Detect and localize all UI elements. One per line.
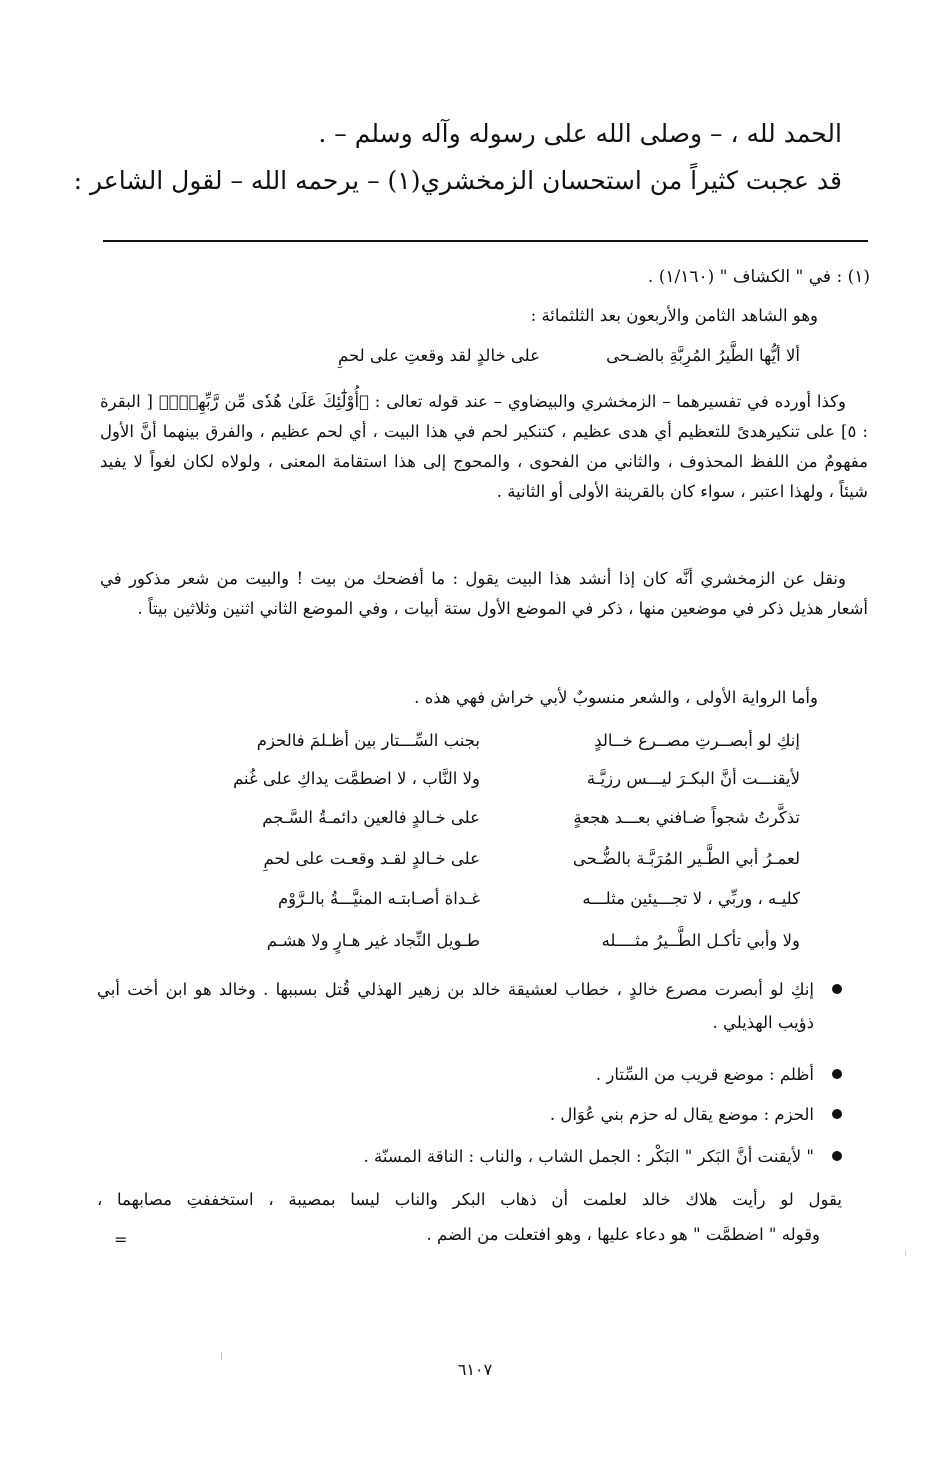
- main-text-line-2: قد عجبت كثيراً من استحسان الزمخشري(١) – يرحمه الله – لقول الشاعر :: [73, 166, 842, 195]
- bullet-text: أظلم : موضع قريب من السِّتار .: [595, 1065, 814, 1084]
- page-number: ٦١٠٧: [457, 1360, 493, 1379]
- footnote-paragraph-1: [100, 387, 868, 557]
- poem-verse: [160, 731, 800, 763]
- poem-verse: [160, 931, 800, 963]
- footnote-reference: (١) : في " الكشاف " (١/١٦٠) .: [647, 267, 870, 287]
- verse-hemistich: لعمـرُ أبي الطَّـير المُرَبَّـة بالضُّـحى: [572, 849, 800, 868]
- bullet-text: إنكِ لو أبصرت مصرع خالدٍ ، خطاب لعشيقة خالد بن زهير الهذلي قُتل بسببها . وخالد هو ابن أخت أبي ذؤيب الهذيلي .: [97, 980, 814, 1032]
- continuation-mark: =: [114, 1230, 128, 1249]
- bullet-text: الحزم : موضع يقال له حزم بني عُوَال .: [549, 1105, 814, 1124]
- paragraph-text: ونقل عن الزمخشري أنَّه كان إذا أنشد هذا البيت يقول : ما أفضحك من بيت ! والبيت من شعر مذكور في أشعار هذيل ذكر في موضعين منها ، ذكر في الموضع الأول ستة أبيات ، وفي الموضع الثاني اثنين وثلاثين بيتاً .: [100, 569, 868, 618]
- bullet-icon: [832, 1151, 842, 1161]
- footnote-separator: [103, 240, 868, 242]
- verse-hemistich: ولا النَّاب ، لا اضطمَّت يداكِ على غُنم: [233, 769, 480, 788]
- verse-hemistich: طـويل النِّجاد غير هـارٍ ولا هشـم: [266, 931, 480, 950]
- verse-hemistich: على خـالدٍ لقـد وقعـت على لحمِ: [263, 849, 480, 868]
- verse-hemistich: تذكَّرتُ شجواً ضـافني بعـــد هجعةٍ: [573, 808, 800, 827]
- verse-hemistich: لأيقنـــت أنَّ البكـرَ ليـــس رزيَّـة: [586, 769, 800, 788]
- verse-hemistich: بجنب السِّـــتار بين أظـلمَ فالحزم: [256, 731, 480, 750]
- closing-line-2: وقوله " اضطمَّت " هو دعاء عليها ، وهو افتعلت من الضم .: [426, 1225, 820, 1244]
- closing-line-1: يقول لو رأيت هلاك خالد لعلمت أن ذهاب البكر والناب ليسا بمصيبة ، استخففتِ مصابهما ،: [97, 1190, 842, 1209]
- poem-verse: [160, 889, 800, 921]
- verse-hemistich: ولا وأبي تأكـل الطَّــيرُ مثــــله: [601, 931, 800, 950]
- scan-mark: [221, 1352, 222, 1360]
- paragraph-text: وكذا أورده في تفسيرهما – الزمخشري والبيضاوي – عند قوله تعالى : ﴿أُوْلَٰٓئِكَ عَلَىٰ هُدٗى مِّن رَّبِّهِمۡۖ﴾ [ البقرة : ٥] على تنكيرهدىً للتعظيم أي هدى عظيم ، كتنكير لحم في هذا البيت ، أي لحم عظيم ، والفرق بينهما أنَّ الأول مفهومٌ من اللفظ المحذوف ، والثاني من الفحوى ، والمحوج إلى هذا استقامة المعنى ، ولولاه لكان لغواً لا يفيد شيئاً ، ولهذا اعتبر ، سواء كان بالقرينة الأولى أو الثانية .: [100, 392, 868, 501]
- main-text-line-1: الحمد لله ، – وصلى الله على رسوله وآله وسلم – .: [318, 119, 842, 148]
- footnote-intro: وهو الشاهد الثامن والأربعون بعد الثلثمائة :: [530, 306, 818, 325]
- bullet-icon: [832, 1109, 842, 1119]
- first-verse: [160, 346, 800, 378]
- footnote-paragraph-3: وأما الرواية الأولى ، والشعر منسوبٌ لأبي خراش فهي هذه .: [414, 688, 818, 707]
- verse-hemistich: على خـالدٍ فالعين دائمـةُ السَّـجم: [262, 808, 480, 827]
- bullet-icon: [832, 984, 842, 994]
- verse-hemistich: ألا أيُّها الطَّيرُ المُرِبَّةِ بالضـحى: [606, 346, 800, 365]
- bullet-item: [97, 1098, 842, 1131]
- bullet-icon: [832, 1069, 842, 1079]
- scan-mark: [905, 1250, 906, 1256]
- verse-hemistich: إنكِ لو أبصــرتِ مصــرع خــالدٍ: [594, 731, 800, 750]
- bullet-item: [97, 1140, 842, 1173]
- verse-hemistich: كليـه ، وربِّي ، لا تجـــيئين مثلـــه: [582, 889, 800, 908]
- verse-hemistich: على خالدٍ لقد وقعتِ على لحمِ: [338, 346, 540, 365]
- bullet-item: [97, 1058, 842, 1091]
- footnote-paragraph-2: [100, 564, 868, 676]
- poem-verse: [160, 849, 800, 881]
- bullet-text: " لأيقنت أنَّ البَكر " البَكْر : الجمل الشاب ، والناب : الناقة المسنّة .: [363, 1147, 814, 1166]
- bullet-item: [97, 973, 842, 1039]
- verse-hemistich: غـداة أصـابتـه المنيَّـــةُ بالـرَّوْم: [277, 889, 480, 908]
- poem-verse: [160, 808, 800, 840]
- poem-verse: [160, 769, 800, 801]
